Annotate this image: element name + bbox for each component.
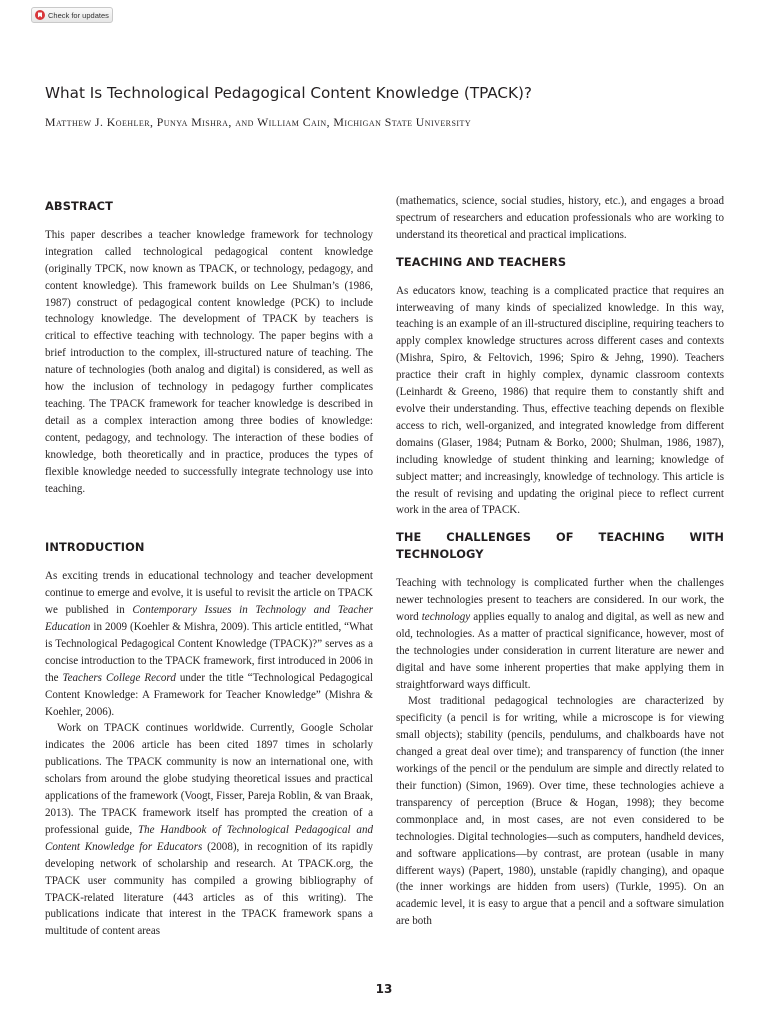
introduction-heading: INTRODUCTION [45, 540, 145, 555]
tcr-citation: Teachers College Record [62, 671, 176, 684]
challenges-p1-text-a: Teaching with technology is complicated further when the challenges newer technologies present to teachers are considered. In our work, the word [396, 577, 724, 623]
intro-p2-text-b: (2008), in recognition of its rapidly developing network of scholarship and research. At TPACK.org, the TPACK user community has compiled a growing bibliography of TPACK-related literature (443 articles as of this writing). The publications indicate that interest in the TPACK framework spans a multitude of content areas [45, 840, 373, 938]
right-column [396, 193, 724, 930]
teaching-heading: TEACHING AND TEACHERS [396, 254, 567, 269]
check-for-updates-button[interactable] [31, 7, 113, 23]
intro-p2-text-a: Work on TPACK continues worldwide. Currently, Google Scholar indicates the 2006 article has been cited 1897 times in scholarly publications. The TPACK community is now an international one, with scholars from around the globe studying theoretical issues and practical applications of the framework (Voogt, Fisser, Pareja Roblin, & van Braak, 2013). The TPACK framework itself has prompted the creation of a professional guide, [45, 722, 373, 836]
challenges-heading: THE CHALLENGES OF TEACHING WITH TECHNOLOGY [396, 530, 724, 562]
intro-p1-text-a: As exciting trends in educational technology and teacher development continue to emerge and evolve, it is useful to revisit the article on TPACK we published in [45, 570, 373, 617]
article-authors: Matthew J. Koehler, Punya Mishra, and William Cain, Michigan State University [45, 115, 472, 129]
challenges-p1-text-b: applies equally to analog and digital, as well as new and old, technologies. As a matter of practical significance, however, most of the technologies under consideration in current literature are newer and digital and have some inherent properties that make applying them in straightforward ways difficult. [396, 610, 724, 691]
introduction-paragraph-1 [45, 568, 373, 720]
intro-p1-text-c: under the title “Technological Pedagogical Content Knowledge: A Framework for Teacher Knowledge” (Mishra & Koehler, 2006). [45, 671, 373, 718]
introduction-continued-paragraph: (mathematics, science, social studies, history, etc.), and engages a broad spectrum of researchers and education professionals who are working to understand its theoretical and practical implications. [396, 195, 724, 241]
abstract-paragraph: This paper describes a teacher knowledge framework for technology integration called technological pedagogical content knowledge (originally TPCK, now known as TPACK, or technology, pedagogy, and content knowledge). This framework builds on Lee Shulman’s (1986, 1987) construct of pedagogical content knowledge (PCK) to include technology knowledge. The development of TPACK by teachers is critical to effective teaching with technology. The paper begins with a brief introduction to the complex, ill-structured nature of teaching. The nature of technologies (both analog and digital) is considered, as well as how the inclusion of technology in pedagogy further complicates teaching. The TPACK framework for teacher knowledge is described in detail as a complex interaction among three bodies of knowledge: content, pedagogy, and technology. The interaction of these bodies of knowledge, both theoretically and in practice, produces the types of flexible knowledge needed to successfully integrate technology use into teaching. [45, 228, 373, 495]
challenges-paragraph-2: Most traditional pedagogical technologies are characterized by specificity (a pencil is for writing, while a microscope is for viewing small objects); stability (pencils, pendulums, and chalkboards have not changed a great deal over time); and transparency of function (the inner workings of the pencil or the pendulum are simple and directly related to their function) (Simon, 1969). Over time, these technologies achieve a transparency of perception (Bruce & Hogan, 1998); they become commonplace and, in most cases, are not even considered to be technologies. Digital technologies—such as computers, handheld devices, and software applications—by contrast, are protean (usable in many different ways) (Papert, 1980), unstable (rapidly changing), and opaque (the inner workings are hidden from users) (Turkle, 1995). On an academic level, it is easy to argue that a pencil and a software simulation are both [396, 695, 724, 928]
challenges-paragraph-1 [396, 575, 724, 693]
bookmark-refresh-icon [35, 10, 45, 20]
page-number: 13 [375, 982, 393, 996]
technology-term: technology [421, 610, 471, 623]
check-for-updates-label: Check for updates [48, 10, 109, 20]
introduction-paragraph-2 [45, 720, 373, 940]
intro-p1-text-b: in 2009 (Koehler & Mishra, 2009). This article entitled, “What is Technological Pedagogical Content Knowledge (TPACK)?” serves as a concise introduction to the TPACK framework, first introduced in 2006 in the [45, 621, 373, 684]
handbook-citation: The Handbook of Technological Pedagogical and Content Knowledge for Educators [45, 823, 373, 853]
teaching-paragraph: As educators know, teaching is a complicated practice that requires an interweaving of many kinds of specialized knowledge. In this way, teaching is an example of an ill-structured discipline, requiring teachers to apply complex knowledge structures across different cases and contexts (Mishra, Spiro, & Feltovich, 1996; Spiro & Jehng, 1990). Teachers practice their craft in highly complex, dynamic classroom contexts (Leinhardt & Greeno, 1986) that require them to constantly shift and evolve their understanding. Thus, effective teaching depends on flexible access to rich, well-organized, and integrated knowledge from different domains (Glaser, 1984; Putnam & Borko, 2000; Shulman, 1986, 1987), including knowledge of student thinking and learning; knowledge of subject matter; and increasingly, knowledge of technology. This article is the result of revising and updating the original piece to reflect current work in the area of TPACK. [396, 284, 724, 517]
left-column [45, 193, 373, 940]
article-title: What Is Technological Pedagogical Content Knowledge (TPACK)? [45, 84, 532, 102]
abstract-heading: ABSTRACT [45, 199, 113, 213]
journal-title-citation: Contemporary Issues in Technology and Teacher Education [45, 604, 373, 634]
